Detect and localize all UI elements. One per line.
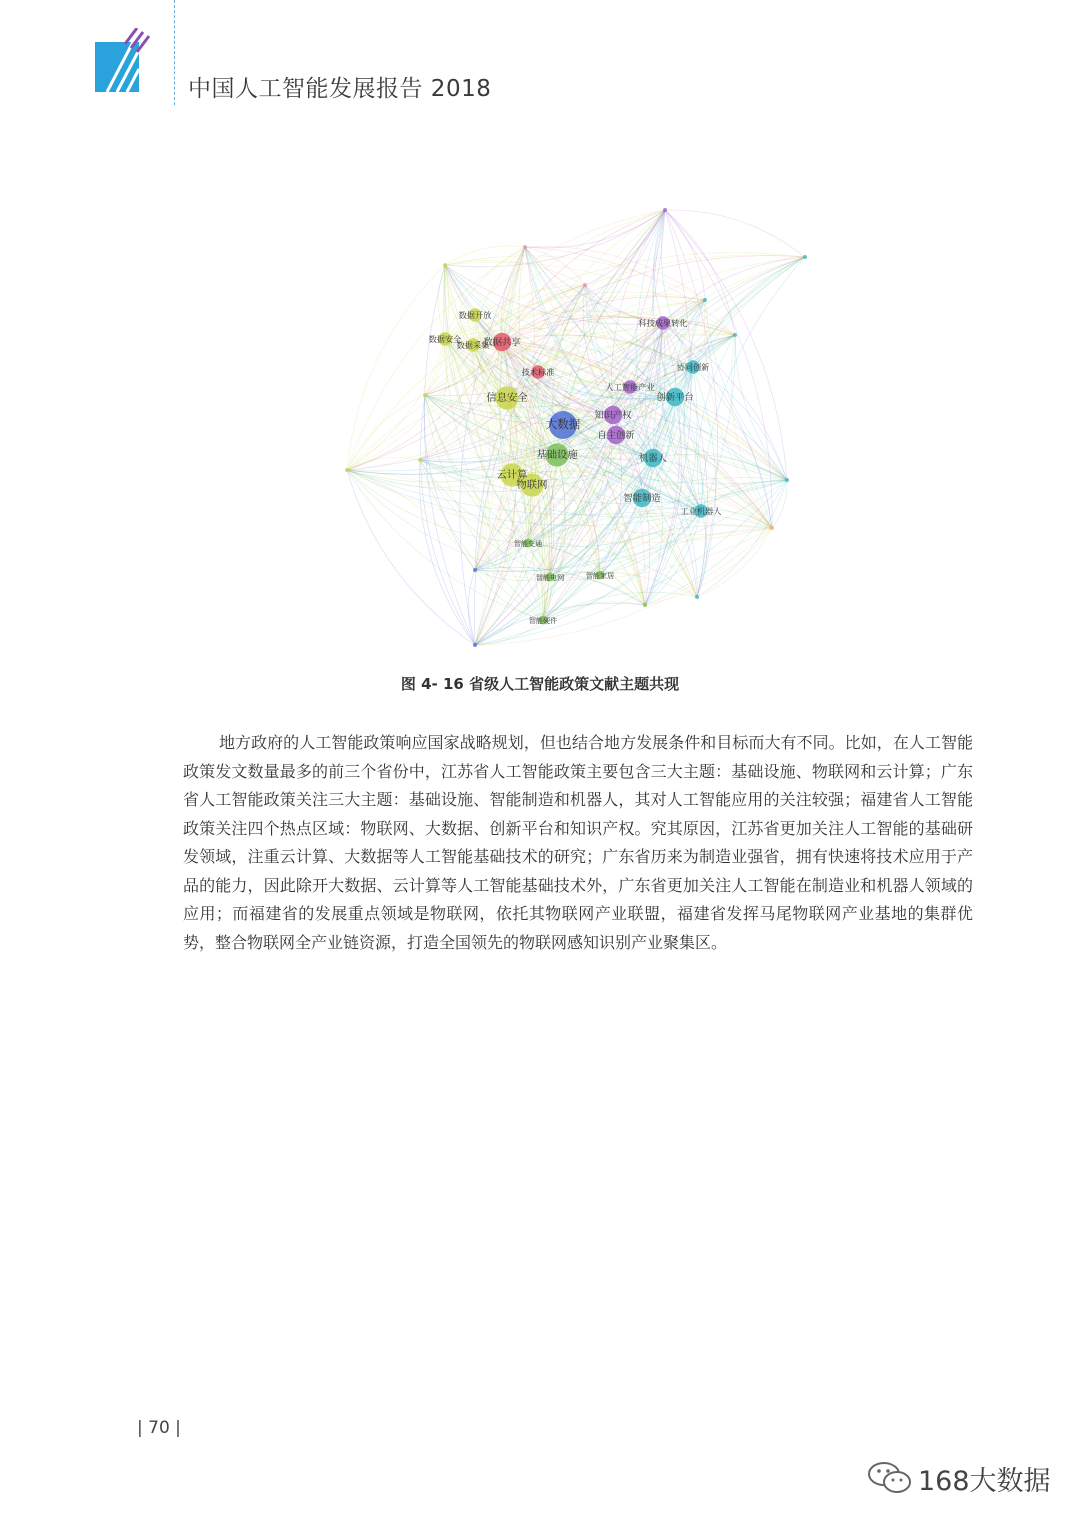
network-node-minor <box>803 255 807 259</box>
network-node-label: 智能电网 <box>535 573 565 582</box>
wechat-icon <box>866 1460 914 1496</box>
network-node-label: 数据安全 <box>428 334 462 344</box>
network-node-label: 协同创新 <box>676 362 710 372</box>
network-node-label: 智能交通 <box>513 539 543 548</box>
network-node-minor <box>695 595 699 599</box>
network-edge <box>475 603 645 645</box>
network-node-label: 人工智能产业 <box>605 382 655 392</box>
co-occurrence-network-figure <box>335 205 835 655</box>
network-node-minor <box>583 283 587 287</box>
watermark-text: 168大数据 <box>918 1465 1051 1497</box>
network-node-label: 技术标准 <box>521 367 555 377</box>
network-node-minor <box>770 526 774 530</box>
header-divider <box>174 0 175 105</box>
network-edge <box>528 543 697 597</box>
network-node-label: 信息安全 <box>486 392 528 404</box>
network-node-minor <box>733 333 737 337</box>
cistp-logo <box>95 28 151 98</box>
network-edge <box>347 265 445 470</box>
network-node-label: 云计算 <box>496 469 528 481</box>
network-node-label: 基础设施 <box>536 449 578 461</box>
figure-caption: 图 4- 16 省级人工智能政策文献主题共现 <box>400 675 680 693</box>
network-node-minor <box>703 298 707 302</box>
network-node-minor <box>443 263 447 267</box>
network-node-label: 自主创新 <box>597 430 635 441</box>
network-node-label: 数据采集 <box>456 340 490 350</box>
network-node-minor <box>785 478 789 482</box>
network-node-label: 数据开放 <box>458 310 492 320</box>
network-edge <box>645 528 772 605</box>
network-node-label: 创新平台 <box>656 392 694 403</box>
network-node-label: 科技成果转化 <box>638 318 688 328</box>
watermark <box>866 1458 1051 1498</box>
page-number: | 70 | <box>137 1418 181 1438</box>
network-node-label: 智能硬件 <box>528 616 558 625</box>
network-edge <box>502 317 735 342</box>
body-paragraph: 地方政府的人工智能政策响应国家战略规划，但也结合地方发展条件和目标而大有不同。比如，在人工智能政策发文数量最多的前三个省份中，江苏省人工智能政策主要包含三大主题：基础设施、物联网和云计算；广东省人工智能政策关注三大主题：基础设施、智能制造和机器人，其对人工智能应用的关注较强；福建省人工智能政策关注四个热点区域：物联网、大数据、创新平台和知识产权。究其原因，江苏省更加关注人工智能的基础研发领域，注重云计算、大数据等人工智能基础技术的研究；广东省历来为制造业强省，拥有快速将技术应用于产品的能力，因此除开大数据、云计算等人工智能基础技术外，广东省更加关注人工智能在制造业和机器人领域的应用；而福建省的发展重点领域是物联网，依托其物联网产业联盟，福建省发挥马尾物联网产业基地的集群优势，整合物联网全产业链资源，打造全国领先的物联网感知识别产业聚集区。 <box>183 733 973 952</box>
network-edge <box>665 210 787 480</box>
network-node-minor <box>473 643 477 647</box>
network-node-minor <box>345 468 349 472</box>
network-node-minor <box>663 208 667 212</box>
network-node-label: 数据共享 <box>483 337 521 348</box>
network-node-minor <box>418 458 422 462</box>
network-node-label: 工业机器人 <box>680 506 722 516</box>
network-node-minor <box>523 245 527 249</box>
network-edge <box>347 470 475 645</box>
network-node-minor <box>423 393 427 397</box>
network-edge <box>543 602 645 620</box>
network-node-label: 智能家居 <box>585 571 615 580</box>
report-title: 中国人工智能发展报告 2018 <box>188 76 492 102</box>
network-node-label: 物联网 <box>516 479 548 491</box>
logo-text: CISTP <box>103 92 131 98</box>
network-node-minor <box>643 603 647 607</box>
network-node-minor <box>473 568 477 572</box>
network-node-label: 知识产权 <box>594 410 632 421</box>
network-node-label: 大数据 <box>545 417 581 431</box>
network-node-label: 机器人 <box>639 453 667 464</box>
network-edge <box>473 255 805 345</box>
network-edge <box>419 460 475 645</box>
network-svg <box>335 205 835 655</box>
network-node-label: 智能制造 <box>623 493 661 504</box>
